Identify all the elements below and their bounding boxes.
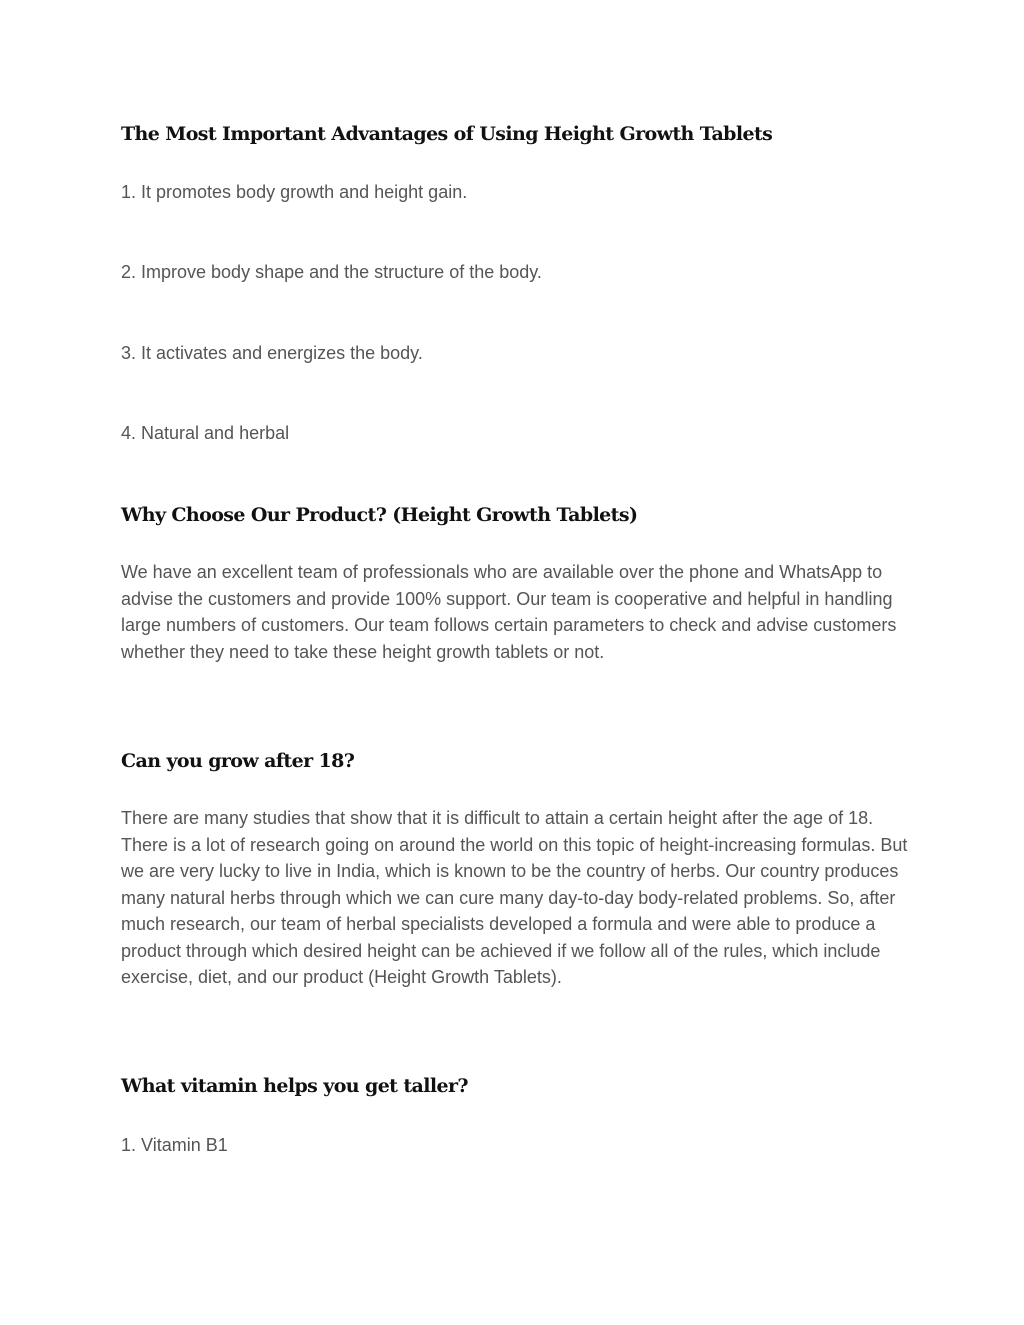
grow-after-18-heading: Can you grow after 18? [121,750,355,772]
advantage-item-2: 2. Improve body shape and the structure of the body. [121,262,542,282]
vitamins-heading: What vitamin helps you get taller? [121,1075,468,1097]
why-choose-heading: Why Choose Our Product? (Height Growth Tablets) [121,504,638,526]
vitamin-item-1: 1. Vitamin B1 [121,1135,228,1155]
advantage-item-4: 4. Natural and herbal [121,423,290,443]
advantages-heading: The Most Important Advantages of Using Height Growth Tablets [121,123,773,145]
grow-after-18-paragraph: There are many studies that show that it is difficult to attain a certain height after the age of 18. There is a lot of research going on around the world on this topic of height-increasing formulas. But we are very lucky to live in India, which is known to be the country of herbs. Our country produces many natural herbs through which we can cure many day-to-day body-related problems. So, after much research, our team of herbal specialists developed a formula and were able to produce a product through which desired height can be achieved if we follow all of the rules, which include exercise, diet, and our product (Height Growth Tablets). [121,808,908,987]
advantage-item-1: 1. It promotes body growth and height gain. [121,182,468,202]
advantage-item-3: 3. It activates and energizes the body. [121,343,423,363]
why-choose-paragraph: We have an excellent team of professionals who are available over the phone and WhatsApp to advise the customers and provide 100% support. Our team is cooperative and helpful in handling large numbers of customers. Our team follows certain parameters to check and advise customers whether they need to take these height growth tablets or not. [121,562,897,662]
